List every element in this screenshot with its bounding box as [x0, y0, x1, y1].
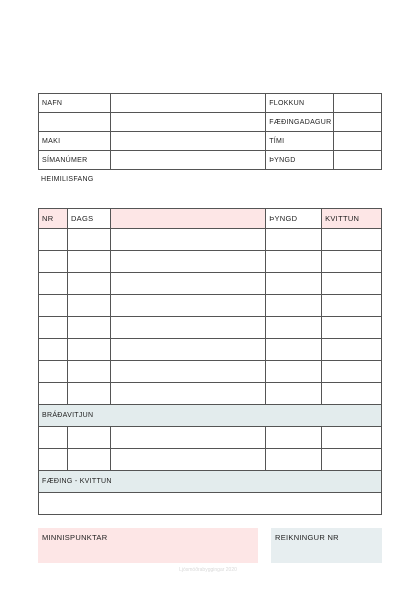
log-cell[interactable]: [39, 229, 68, 251]
emergency-section-label: BRÁÐAVITJUN: [39, 405, 382, 427]
log-cell[interactable]: [110, 449, 265, 471]
log-cell[interactable]: [39, 449, 68, 471]
log-cell[interactable]: [266, 449, 322, 471]
notes-label: MINNISPUNKTAR: [42, 533, 108, 542]
log-cell[interactable]: [67, 449, 110, 471]
log-cell[interactable]: [266, 361, 322, 383]
log-cell[interactable]: [67, 229, 110, 251]
description-header: [110, 209, 265, 229]
log-cell[interactable]: [39, 383, 68, 405]
nr-header: NR: [39, 209, 68, 229]
name-label: NAFN: [39, 94, 111, 113]
log-cell[interactable]: [110, 383, 265, 405]
log-cell[interactable]: [322, 361, 382, 383]
log-cell[interactable]: [110, 251, 265, 273]
log-cell[interactable]: [322, 229, 382, 251]
table-row: [39, 317, 382, 339]
spouse-field[interactable]: [110, 132, 265, 151]
section-row: [39, 405, 382, 427]
table-row: [39, 251, 382, 273]
log-cell[interactable]: [322, 273, 382, 295]
log-cell[interactable]: [266, 251, 322, 273]
log-cell[interactable]: [67, 427, 110, 449]
table-row: [39, 94, 382, 113]
name-field[interactable]: [110, 94, 265, 113]
log-cell[interactable]: [110, 295, 265, 317]
log-cell[interactable]: [266, 427, 322, 449]
invoice-label: REIKNINGUR NR: [275, 533, 339, 542]
table-row: [39, 113, 382, 132]
log-cell[interactable]: [266, 339, 322, 361]
log-cell[interactable]: [322, 295, 382, 317]
log-cell[interactable]: [110, 317, 265, 339]
address-label: HEIMILISFANG: [41, 176, 94, 183]
log-cell[interactable]: [39, 295, 68, 317]
log-cell[interactable]: [322, 317, 382, 339]
table-row: [39, 339, 382, 361]
table-row: [39, 383, 382, 405]
phone-label: SÍMANÚMER: [39, 151, 111, 170]
time-label: TÍMI: [266, 132, 334, 151]
log-cell[interactable]: [39, 317, 68, 339]
table-row: [39, 493, 382, 515]
log-cell[interactable]: [322, 383, 382, 405]
spouse-label: MAKI: [39, 132, 111, 151]
log-cell[interactable]: [322, 251, 382, 273]
log-header-row: [39, 209, 382, 229]
log-cell[interactable]: [39, 273, 68, 295]
blank-label: [39, 113, 111, 132]
log-cell[interactable]: [39, 339, 68, 361]
log-cell[interactable]: [266, 383, 322, 405]
section-row: [39, 471, 382, 493]
table-row: [39, 229, 382, 251]
classification-field[interactable]: [334, 94, 382, 113]
birthdate-field[interactable]: [334, 113, 382, 132]
log-cell[interactable]: [67, 295, 110, 317]
log-cell[interactable]: [39, 427, 68, 449]
log-table: [38, 208, 382, 515]
log-cell[interactable]: [39, 251, 68, 273]
receipt-header: KVITTUN: [322, 209, 382, 229]
birthdate-label: FÆÐINGADAGUR: [266, 113, 334, 132]
info-table: [38, 93, 382, 170]
weight-header: ÞYNGD: [266, 209, 322, 229]
notes-box[interactable]: [38, 528, 258, 563]
log-cell[interactable]: [67, 361, 110, 383]
log-cell[interactable]: [110, 339, 265, 361]
log-cell[interactable]: [67, 317, 110, 339]
log-cell[interactable]: [266, 273, 322, 295]
log-cell[interactable]: [322, 449, 382, 471]
log-cell[interactable]: [110, 361, 265, 383]
log-rows: [39, 229, 382, 405]
table-row: [39, 449, 382, 471]
table-row: [39, 427, 382, 449]
weight-field[interactable]: [334, 151, 382, 170]
log-cell[interactable]: [110, 273, 265, 295]
birth-receipt-section-label: FÆÐING - KVITTUN: [39, 471, 382, 493]
time-field[interactable]: [334, 132, 382, 151]
table-row: [39, 273, 382, 295]
log-cell[interactable]: [322, 427, 382, 449]
log-cell[interactable]: [266, 317, 322, 339]
table-row: [39, 361, 382, 383]
log-cell[interactable]: [67, 273, 110, 295]
log-rows: [39, 427, 382, 471]
table-row: [39, 132, 382, 151]
date-header: DAGS: [67, 209, 110, 229]
table-row: [39, 295, 382, 317]
table-row: [39, 151, 382, 170]
log-cell[interactable]: [39, 361, 68, 383]
weight-label: ÞYNGD: [266, 151, 334, 170]
classification-label: FLOKKUN: [266, 94, 334, 113]
log-cell[interactable]: [266, 229, 322, 251]
log-cell[interactable]: [67, 383, 110, 405]
footer-text: Ljósmóðrabyggingar 2020: [179, 567, 237, 573]
phone-field[interactable]: [110, 151, 265, 170]
log-cell[interactable]: [67, 339, 110, 361]
log-cell[interactable]: [110, 427, 265, 449]
invoice-box[interactable]: [271, 528, 382, 563]
blank-field[interactable]: [110, 113, 265, 132]
birth-receipt-field[interactable]: [39, 493, 382, 515]
log-cell[interactable]: [67, 251, 110, 273]
log-cell[interactable]: [266, 295, 322, 317]
log-cell[interactable]: [322, 339, 382, 361]
log-cell[interactable]: [110, 229, 265, 251]
